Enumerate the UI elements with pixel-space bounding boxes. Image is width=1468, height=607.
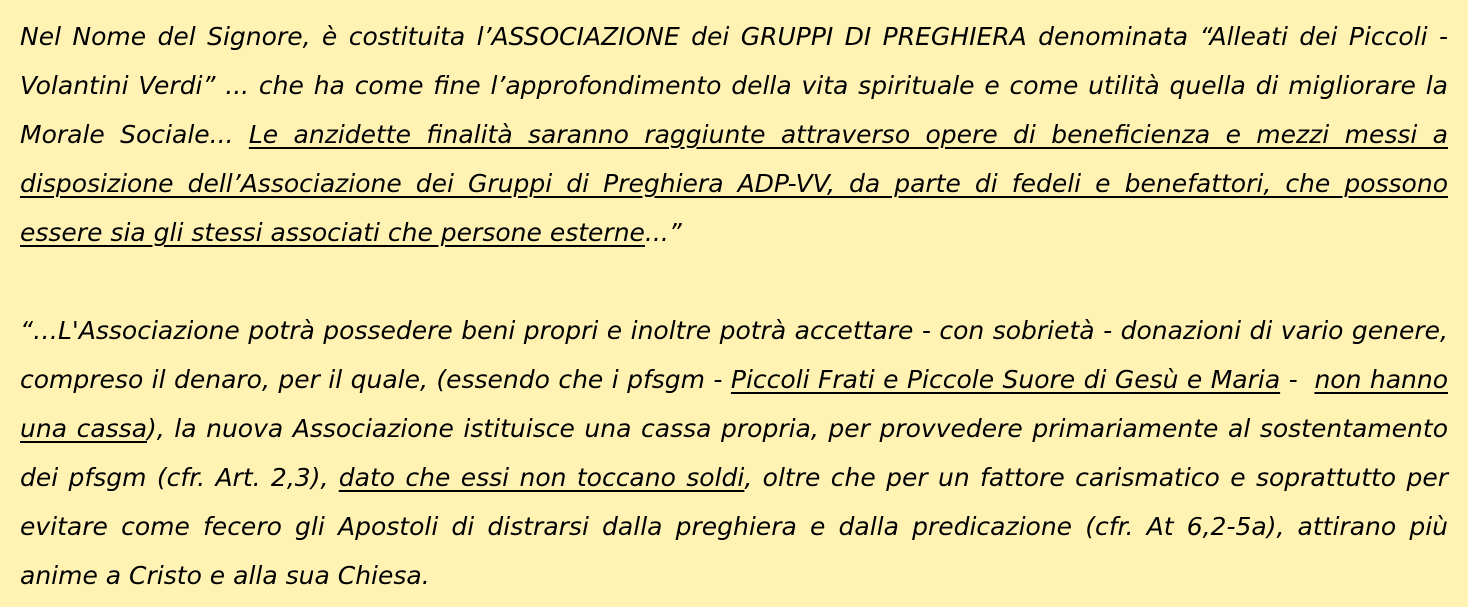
paragraph-1-underlined-purposes: Le anzidette finalità saranno raggiunte attraverso opere di beneficienza e mezzi messi a disposizione dell’Associazione dei Gruppi di Preghiera ADP-VV, da parte di fedeli e benefattori, che possono essere sia gli stessi associati che persone esterne [20, 120, 1448, 247]
paragraph-2-underlined-no-money: dato che essi non toccano soldi [338, 463, 745, 492]
paragraph-1-intro: Nel Nome del Signore, è costituita l’ASSOCIAZIONE dei GRUPPI DI PREGHIERA denominata “Alleati dei Piccoli - Volantini Verdi” ... che ha come fine l’approfondimento della vita spirituale e come utilità quella di migliorare la Morale Sociale... [20, 22, 1448, 149]
statute-paragraph-1 [20, 12, 1448, 257]
paragraph-1-closing-quote: ...” [644, 218, 682, 247]
paragraph-2-middle: ), la nuova Associazione istituisce una cassa propria, per provvedere primariamente al sostentamento dei pfsgm (cfr. Art. 2,3), [20, 414, 1449, 492]
paragraph-2-underlined-pfsgm-name: Piccoli Frati e Piccole Suore di Gesù e Maria [730, 365, 1281, 394]
paragraph-2-ending: , oltre che per un fattore carismatico e soprattutto per evitare come fecero gli Apostoli di distrarsi dalla preghiera e dalla predicazione (cfr. At 6,2-5a), attirano più anime a Cristo e alla sua Chiesa. [20, 463, 1448, 590]
statute-paragraph-2 [20, 306, 1448, 600]
paragraph-2-underlined-no-cash: non hanno una cassa [20, 365, 1448, 443]
paragraph-2-intro: “…L'Associazione potrà possedere beni propri e inoltre potrà accettare - con sobrietà - donazioni di vario genere, compreso il denaro, per il quale, (essendo che i pfsgm - [20, 316, 1448, 394]
paragraph-2-dash: - [1280, 365, 1315, 394]
paragraph-spacer [20, 257, 1448, 306]
